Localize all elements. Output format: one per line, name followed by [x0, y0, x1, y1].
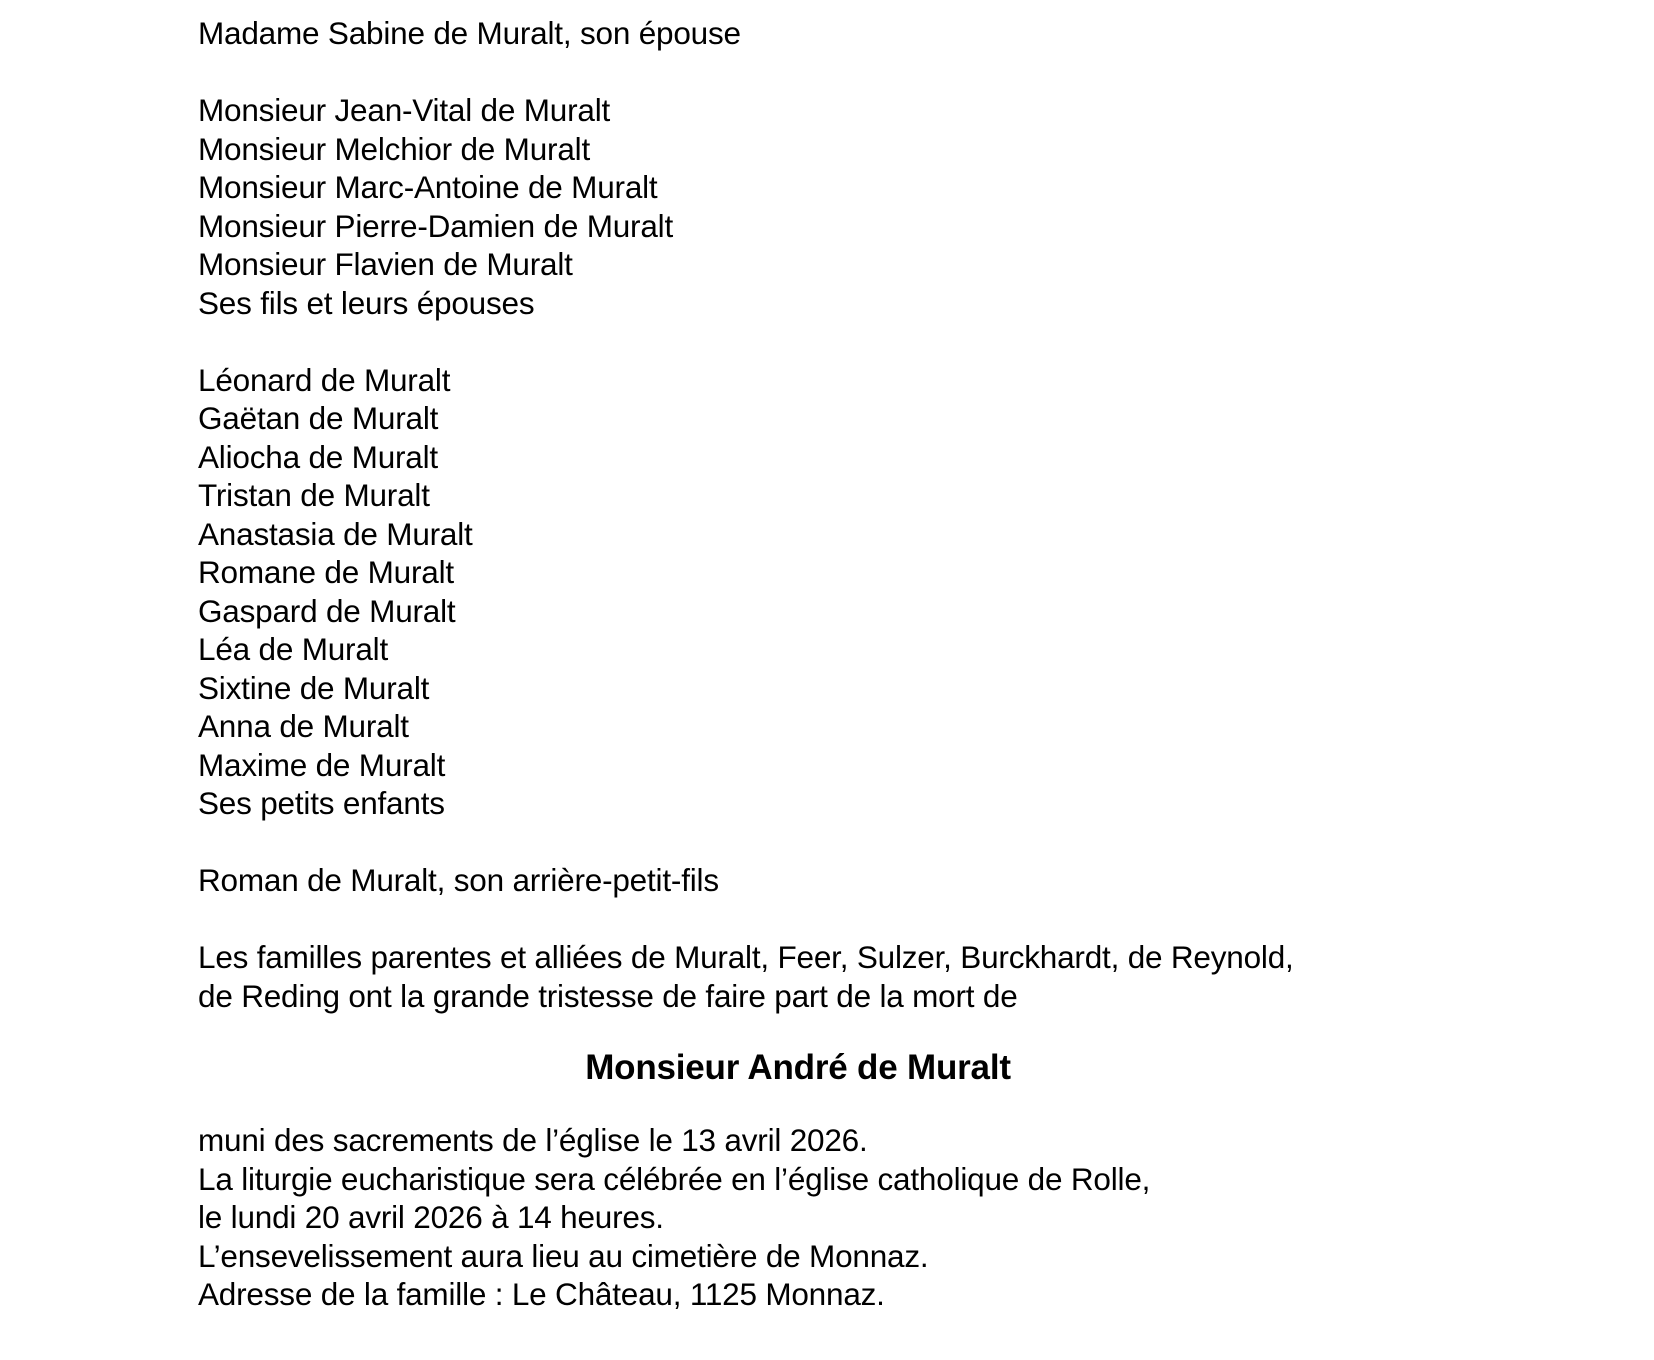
family-address-line: Adresse de la famille : Le Château, 1125 Monnaz. — [198, 1276, 885, 1312]
great-grandchild-section — [198, 861, 1448, 900]
obituary-notice — [198, 14, 1448, 1314]
son-name: Monsieur Pierre-Damien de Muralt — [198, 207, 674, 244]
grandchild-name: Maxime de Muralt — [198, 746, 446, 783]
spouse-section — [198, 14, 1448, 53]
funeral-details-section — [198, 1121, 1448, 1314]
sons-caption: Ses fils et leurs épouses — [198, 284, 535, 321]
grandchild-name: Anna de Muralt — [198, 708, 409, 744]
grandchildren-section — [198, 361, 1448, 823]
son-name: Monsieur Melchior de Muralt — [198, 130, 590, 167]
detail-line: La liturgie eucharistique sera célébrée en l’église catholique de Rolle, — [198, 1160, 1151, 1197]
spouse-line: Madame Sabine de Muralt, son épouse — [198, 15, 741, 51]
spacer — [198, 53, 1448, 92]
detail-line: muni des sacrements de l’église le 13 avril 2026. — [198, 1122, 868, 1158]
sons-section — [198, 91, 1448, 322]
grandchild-name: Anastasia de Muralt — [198, 515, 473, 552]
son-name: Monsieur Jean-Vital de Muralt — [198, 92, 611, 128]
great-grandchild-line: Roman de Muralt, son arrière-petit-fils — [198, 862, 719, 898]
grandchild-name: Léonard de Muralt — [198, 361, 451, 398]
grandchild-name: Gaspard de Muralt — [198, 592, 456, 629]
spacer — [198, 322, 1448, 361]
grandchild-name: Gaëtan de Muralt — [198, 400, 439, 436]
grandchild-name: Aliocha de Muralt — [198, 438, 438, 475]
son-name: Monsieur Marc-Antoine de Muralt — [198, 169, 658, 205]
spacer — [198, 823, 1448, 862]
spacer — [198, 900, 1448, 939]
grandchild-name: Romane de Muralt — [198, 554, 454, 590]
announcement-line: de Reding ont la grande tristesse de faire part de la mort de — [198, 977, 1018, 1014]
grandchild-name: Sixtine de Muralt — [198, 669, 430, 706]
grandchild-name: Tristan de Muralt — [198, 477, 430, 513]
detail-line: L’ensevelissement aura lieu au cimetière de Monnaz. — [198, 1237, 929, 1274]
grandchildren-caption: Ses petits enfants — [198, 785, 445, 821]
grandchild-name: Léa de Muralt — [198, 631, 389, 667]
announcement-section — [198, 938, 1448, 1015]
announcement-line: Les familles parentes et alliées de Muralt, Feer, Sulzer, Burckhardt, de Reynold, — [198, 939, 1294, 975]
son-name: Monsieur Flavien de Muralt — [198, 246, 573, 282]
detail-line: le lundi 20 avril 2026 à 14 heures. — [198, 1199, 664, 1235]
deceased-name: Monsieur André de Muralt — [585, 1048, 1011, 1087]
